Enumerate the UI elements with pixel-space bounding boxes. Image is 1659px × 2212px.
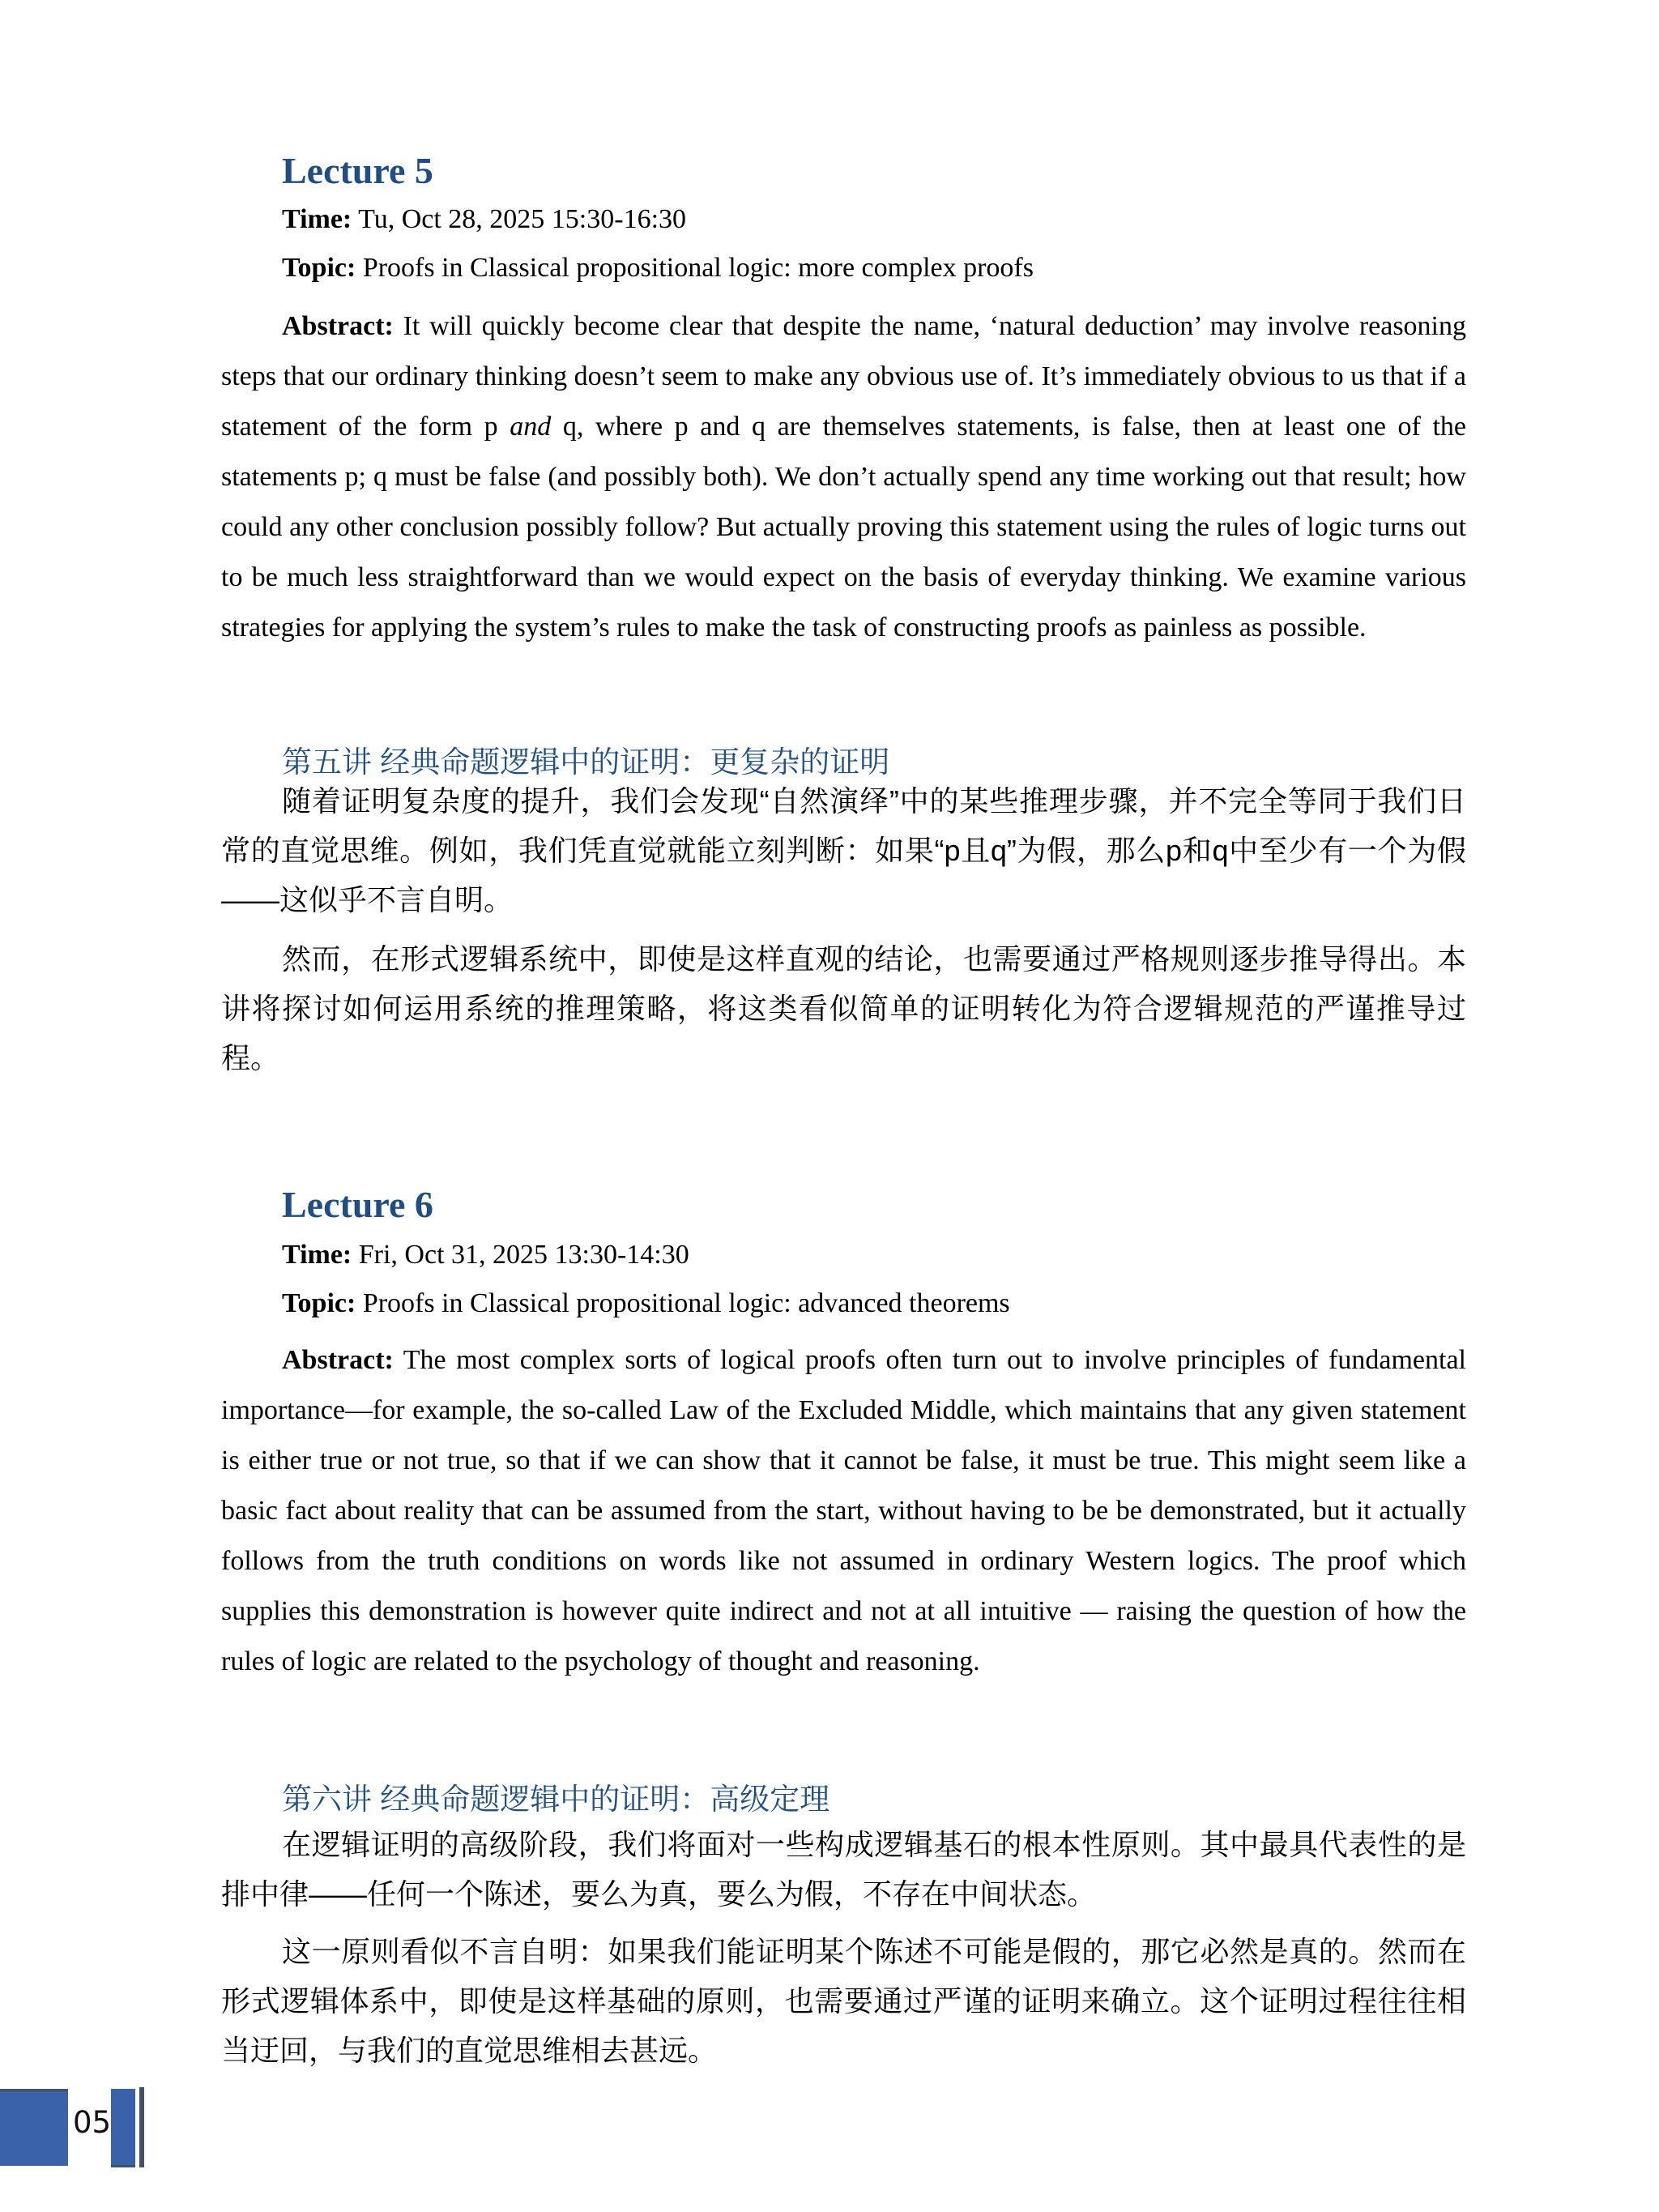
lecture-5-time-line [282,203,1466,237]
lecture-6-abstract: Abstract: The most complex sorts of logical proofs often turn out to involve principles of fundamental importance—for example, the so-called Law of the Excluded Middle, which maintains that any given statement is either true or not true, so that if we can show that it cannot be false, it must be true. This might seem like a basic fact about reality that can be assumed from the start, without having to be be demonstrated, but it actually follows from the truth conditions on words like not assumed in ordinary Western logics. The proof which supplies this demonstration is however quite indirect and not at all intuitive — raising the question of how the rules of logic are related to the psychology of thought and reasoning. [221,1345,1466,1676]
lecture-6-chinese-paragraph-2: 这一原则看似不言自明：如果我们能证明某个陈述不可能是假的，那它必然是真的。然而在形式逻辑体系中，即使是这样基础的原则，也需要通过严谨的证明来确立。这个证明过程往往相当迂回，与我们的直觉思维相去甚远。 [221,1935,1466,2067]
lecture-5-topic-label: Topic: [282,253,356,283]
footer-accent-thin-bar [139,2087,144,2167]
lecture-5-topic-line [282,251,1466,285]
lecture-6-time-label: Time: [282,1240,352,1270]
lecture-6-title: Lecture 6 [282,1184,433,1225]
lecture-6-chinese-title: 第六讲 经典命题逻辑中的证明：高级定理 [282,1783,830,1816]
lecture-5-title: Lecture 5 [282,150,433,191]
lecture-5-chinese-paragraph-2: 然而，在形式逻辑系统中，即使是这样直观的结论，也需要通过严格规则逐步推导得出。本讲将探讨如何运用系统的推理策略，将这类看似简单的证明转化为符合逻辑规范的严谨推导过程。 [221,942,1466,1074]
lecture-6-topic-value: Proofs in Classical propositional logic: advanced theorems [356,1288,1010,1318]
lecture-6-topic-label: Topic: [282,1288,356,1318]
lecture-5-topic-value: Proofs in Classical propositional logic: more complex proofs [356,253,1034,283]
lecture-6-time-line [282,1238,1466,1272]
lecture-5-abstract: Abstract: It will quickly become clear that despite the name, ‘natural deduction’ may involve reasoning steps that our ordinary thinking doesn’t seem to make any obvious use of. It’s immediately obvious to us that if a statement of the form p and q, where p and q are themselves statements, is false, then at least one of the statements p; q must be false (and possibly both). We don’t actually spend any time working out that result; how could any other conclusion possibly follow? But actually proving this statement using the rules of logic turns out to be much less straightforward than we would expect on the basis of everyday thinking. We examine various strategies for applying the system’s rules to make the task of constructing proofs as painless as possible. [221,311,1466,643]
lecture-5-chinese-paragraph-1: 随着证明复杂度的提升，我们会发现“自然演绎”中的某些推理步骤，并不完全等同于我们日常的直觉思维。例如，我们凭直觉就能立刻判断：如果“p且q”为假，那么p和q中至少有一个为假——这似乎不言自明。 [221,784,1466,916]
lecture-6-topic-line [282,1287,1466,1321]
footer-accent-block-large [0,2089,68,2166]
lecture-6-chinese-paragraph-1: 在逻辑证明的高级阶段，我们将面对一些构成逻辑基石的根本性原则。其中最具代表性的是排中律——任何一个陈述，要么为真，要么为假，不存在中间状态。 [221,1828,1466,1911]
lecture-5-time-value: Tu, Oct 28, 2025 15:30-16:30 [352,204,687,234]
lecture-5-time-label: Time: [282,204,352,234]
footer-accent-block-small [111,2089,135,2167]
lecture-5-chinese-title: 第五讲 经典命题逻辑中的证明：更复杂的证明 [282,745,890,779]
page-number: 05 [73,2105,112,2140]
lecture-6-time-value: Fri, Oct 31, 2025 13:30-14:30 [352,1240,689,1270]
